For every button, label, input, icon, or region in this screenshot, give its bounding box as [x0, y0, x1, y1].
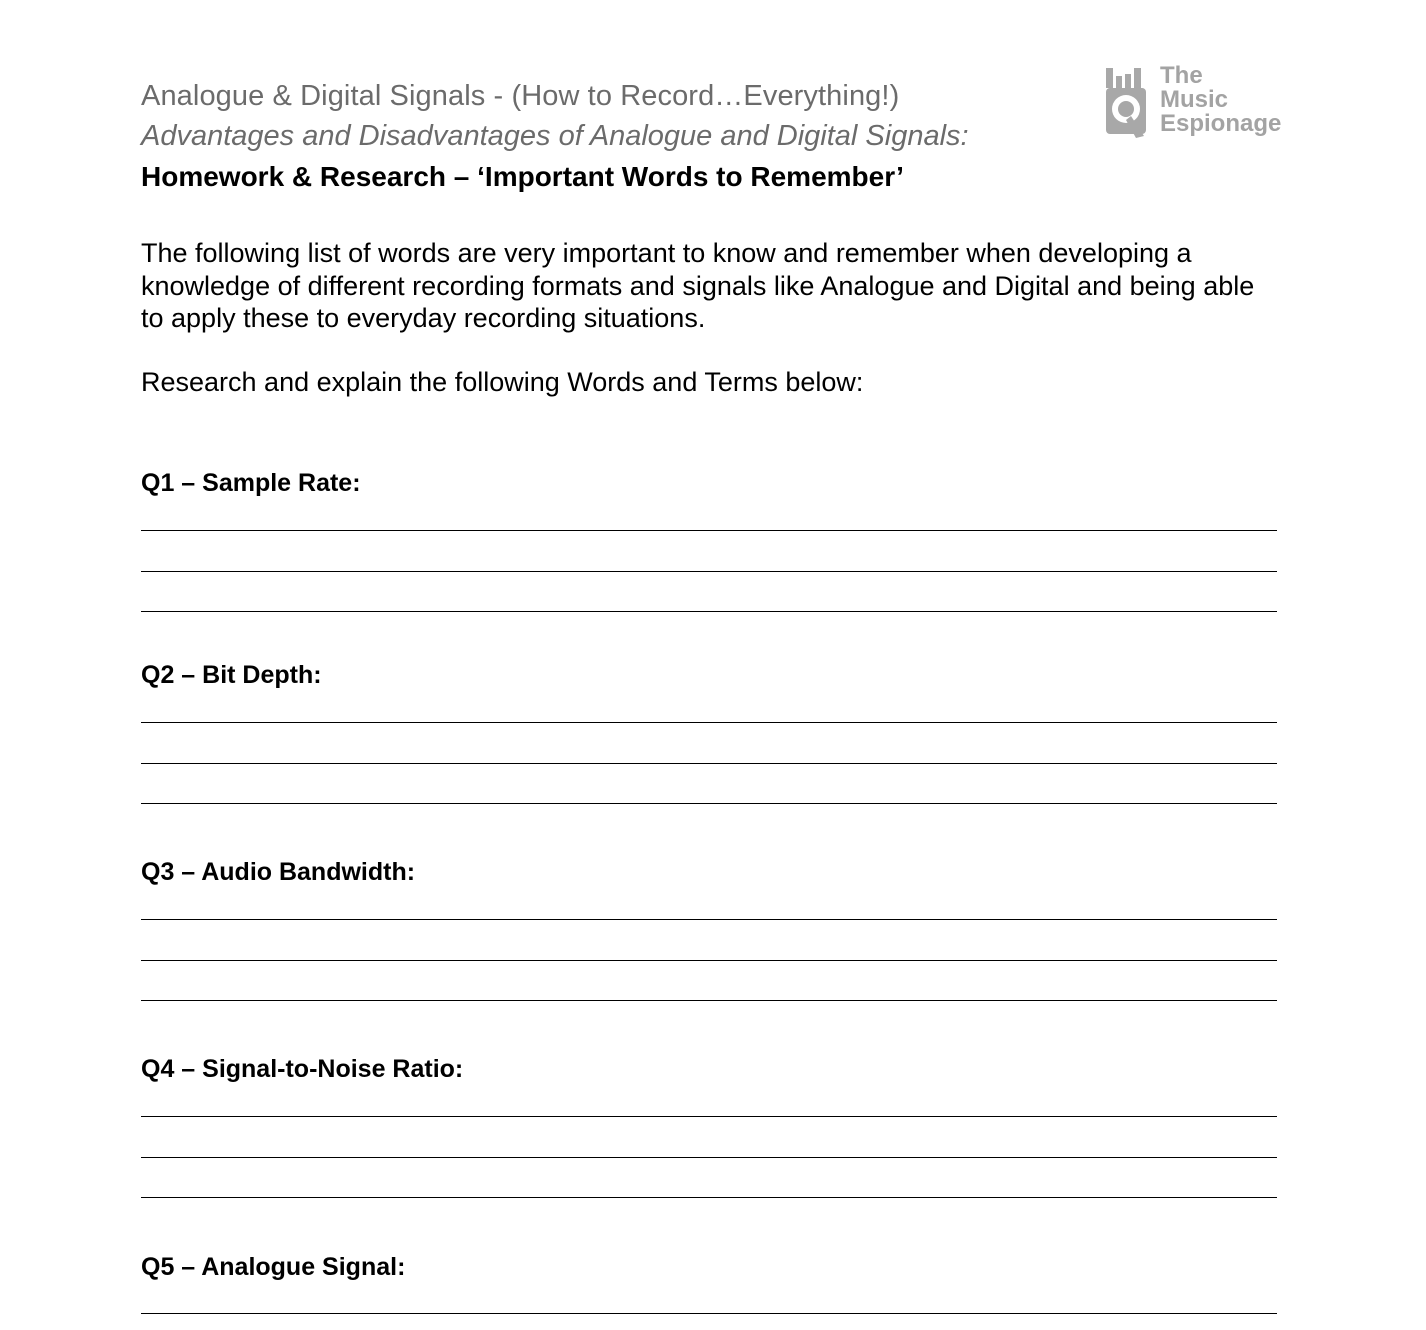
- intro-paragraph: The following list of words are very important to know and remember when developing a knowledge of different recording formats and signals like Analogue and Digital and being able to apply these to everyday recording situations.: [141, 238, 1255, 333]
- question-label: Q1 – Sample Rate:: [141, 469, 361, 497]
- logo-line-the: The: [1160, 62, 1203, 89]
- question-block: [141, 660, 1277, 690]
- question-label: Q3 – Audio Bandwidth:: [141, 858, 416, 886]
- answer-line[interactable]: [141, 722, 1277, 723]
- logo-mark-icon: [1104, 66, 1156, 142]
- music-espionage-logo: [1104, 64, 1294, 142]
- answer-line[interactable]: [141, 960, 1277, 961]
- logo-line-espionage: Espionage: [1160, 110, 1282, 137]
- answer-line[interactable]: [141, 1000, 1277, 1001]
- answer-line[interactable]: [141, 530, 1277, 531]
- question-block: [141, 1054, 1277, 1084]
- answer-line[interactable]: [141, 803, 1277, 804]
- question-label: Q5 – Analogue Signal:: [141, 1253, 406, 1281]
- answer-line[interactable]: [141, 571, 1277, 572]
- answer-line[interactable]: [141, 1197, 1277, 1198]
- instruction-text: Research and explain the following Words and Terms below:: [141, 367, 864, 397]
- logo-text: [1160, 64, 1281, 136]
- answer-line[interactable]: [141, 611, 1277, 612]
- question-label: Q4 – Signal-to-Noise Ratio:: [141, 1055, 464, 1083]
- answer-line[interactable]: [141, 1116, 1277, 1117]
- answer-line[interactable]: [141, 919, 1277, 920]
- answer-line[interactable]: [141, 1157, 1277, 1158]
- logo-line-music: Music: [1160, 86, 1229, 113]
- question-label: Q2 – Bit Depth:: [141, 661, 322, 689]
- answer-line[interactable]: [141, 763, 1277, 764]
- page-subtitle: Advantages and Disadvantages of Analogue and Digital Signals:: [141, 120, 969, 152]
- question-block: [141, 1252, 1277, 1282]
- page-title: Analogue & Digital Signals - (How to Record…Everything!): [141, 80, 900, 112]
- question-block: [141, 857, 1277, 887]
- answer-line[interactable]: [141, 1313, 1277, 1314]
- question-block: [141, 468, 1277, 498]
- page-heading: Homework & Research – ‘Important Words to Remember’: [141, 161, 904, 192]
